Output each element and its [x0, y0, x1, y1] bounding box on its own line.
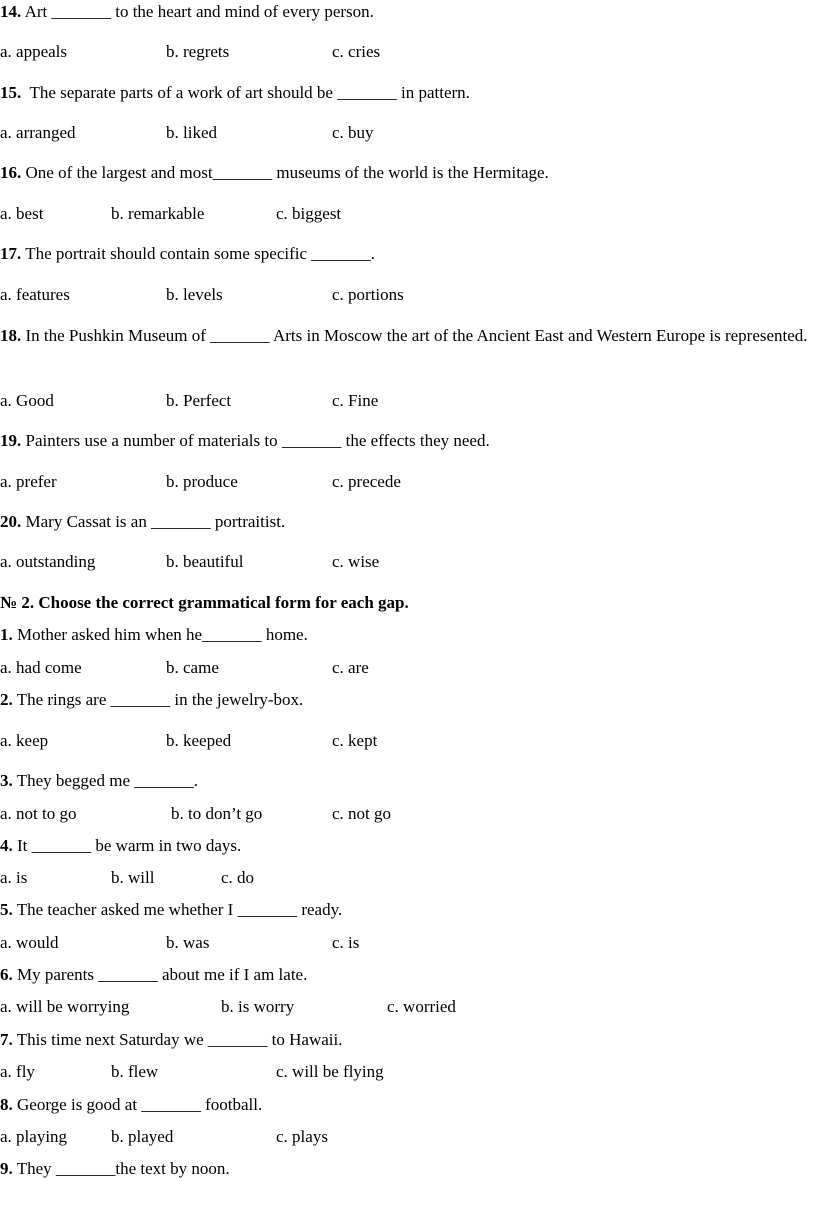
question-3	[0, 769, 198, 793]
question-number: 4.	[0, 836, 13, 855]
option-b: b. was	[166, 933, 210, 952]
option-c: c. not go	[332, 804, 392, 823]
question-18	[0, 323, 812, 348]
question-text: They begged me _______.	[16, 771, 198, 790]
option-a: a. will be worrying	[0, 997, 130, 1016]
option-a: a. playing	[0, 1127, 68, 1146]
option-b: b. regrets	[166, 42, 230, 61]
option-c: c. plays	[276, 1127, 328, 1146]
question-number: 15.	[0, 83, 22, 102]
question-1	[0, 623, 308, 647]
question-2	[0, 688, 303, 712]
question-text: One of the largest and most_______ museums of the world is the Hermitage.	[25, 163, 549, 182]
option-b: b. liked	[166, 123, 217, 142]
question-text: George is good at _______ football.	[17, 1095, 263, 1114]
option-c: c. is	[332, 933, 360, 952]
question-number: 14.	[0, 2, 22, 21]
option-c: c. do	[221, 868, 255, 887]
option-c: c. are	[332, 658, 369, 677]
option-a: a. fly	[0, 1062, 35, 1081]
option-b: b. keeped	[166, 731, 232, 750]
question-text: Mother asked him when he_______ home.	[17, 625, 308, 644]
question-text: Painters use a number of materials to _______ the effects they need.	[25, 431, 490, 450]
section-heading: № 2. Choose the correct grammatical form for each gap.	[0, 593, 409, 612]
option-b: b. to don’t go	[171, 804, 263, 823]
question-text: Art _______ to the heart and mind of every person.	[24, 2, 374, 21]
question-number: 8.	[0, 1095, 13, 1114]
question-7	[0, 1028, 342, 1052]
option-a: a. keep	[0, 731, 49, 750]
question-text: The separate parts of a work of art should be _______ in pattern.	[29, 83, 470, 102]
question-text: It _______ be warm in two days.	[17, 836, 242, 855]
question-text: Mary Cassat is an _______ portraitist.	[25, 512, 286, 531]
option-c: c. kept	[332, 731, 378, 750]
question-number: 19.	[0, 431, 22, 450]
question-8	[0, 1093, 262, 1117]
option-a: a. is	[0, 868, 28, 887]
question-15	[0, 81, 470, 105]
option-c: c. will be flying	[276, 1062, 384, 1081]
question-number: 7.	[0, 1030, 13, 1049]
question-number: 5.	[0, 900, 13, 919]
option-a: a. had come	[0, 658, 82, 677]
option-c: c. worried	[387, 997, 456, 1016]
option-c: c. precede	[332, 472, 401, 491]
option-b: b. remarkable	[111, 204, 205, 223]
option-c: c. Fine	[332, 391, 379, 410]
question-number: 18.	[0, 326, 22, 345]
option-a: a. prefer	[0, 472, 57, 491]
option-c: c. portions	[332, 285, 404, 304]
question-19	[0, 429, 490, 453]
option-a: a. appeals	[0, 42, 68, 61]
question-text: My parents _______ about me if I am late.	[17, 965, 308, 984]
option-a: a. Good	[0, 391, 54, 410]
question-text: They _______the text by noon.	[16, 1159, 230, 1178]
question-5	[0, 898, 342, 922]
question-text: In the Pushkin Museum of _______ Arts in Moscow the art of the Ancient East and Western Europe is represented.	[25, 326, 808, 345]
option-b: b. played	[111, 1127, 174, 1146]
option-a: a. would	[0, 933, 59, 952]
option-c: c. wise	[332, 552, 380, 571]
option-b: b. came	[166, 658, 219, 677]
question-number: 9.	[0, 1159, 13, 1178]
question-number: 16.	[0, 163, 22, 182]
question-text: This time next Saturday we _______ to Hawaii.	[16, 1030, 343, 1049]
question-9	[0, 1157, 230, 1181]
option-c: c. buy	[332, 123, 374, 142]
question-number: 6.	[0, 965, 13, 984]
option-a: a. not to go	[0, 804, 77, 823]
question-number: 20.	[0, 512, 22, 531]
question-20	[0, 510, 285, 534]
option-a: a. arranged	[0, 123, 76, 142]
question-text: The portrait should contain some specific _______.	[25, 244, 376, 263]
option-b: b. will	[111, 868, 155, 887]
question-4	[0, 834, 241, 858]
question-number: 3.	[0, 771, 13, 790]
option-c: c. biggest	[276, 204, 342, 223]
option-b: b. beautiful	[166, 552, 244, 571]
question-14	[0, 0, 374, 24]
question-16	[0, 161, 549, 185]
option-b: b. produce	[166, 472, 238, 491]
question-number: 1.	[0, 625, 13, 644]
question-number: 2.	[0, 690, 13, 709]
option-c: c. cries	[332, 42, 381, 61]
question-text: The teacher asked me whether I _______ ready.	[16, 900, 343, 919]
option-b: b. Perfect	[166, 391, 232, 410]
option-a: a. outstanding	[0, 552, 96, 571]
question-17	[0, 242, 375, 266]
option-b: b. is worry	[221, 997, 295, 1016]
option-a: a. best	[0, 204, 44, 223]
option-a: a. features	[0, 285, 70, 304]
question-text: The rings are _______ in the jewelry-box.	[16, 690, 304, 709]
question-6	[0, 963, 307, 987]
option-b: b. flew	[111, 1062, 159, 1081]
question-number: 17.	[0, 244, 22, 263]
option-b: b. levels	[166, 285, 223, 304]
